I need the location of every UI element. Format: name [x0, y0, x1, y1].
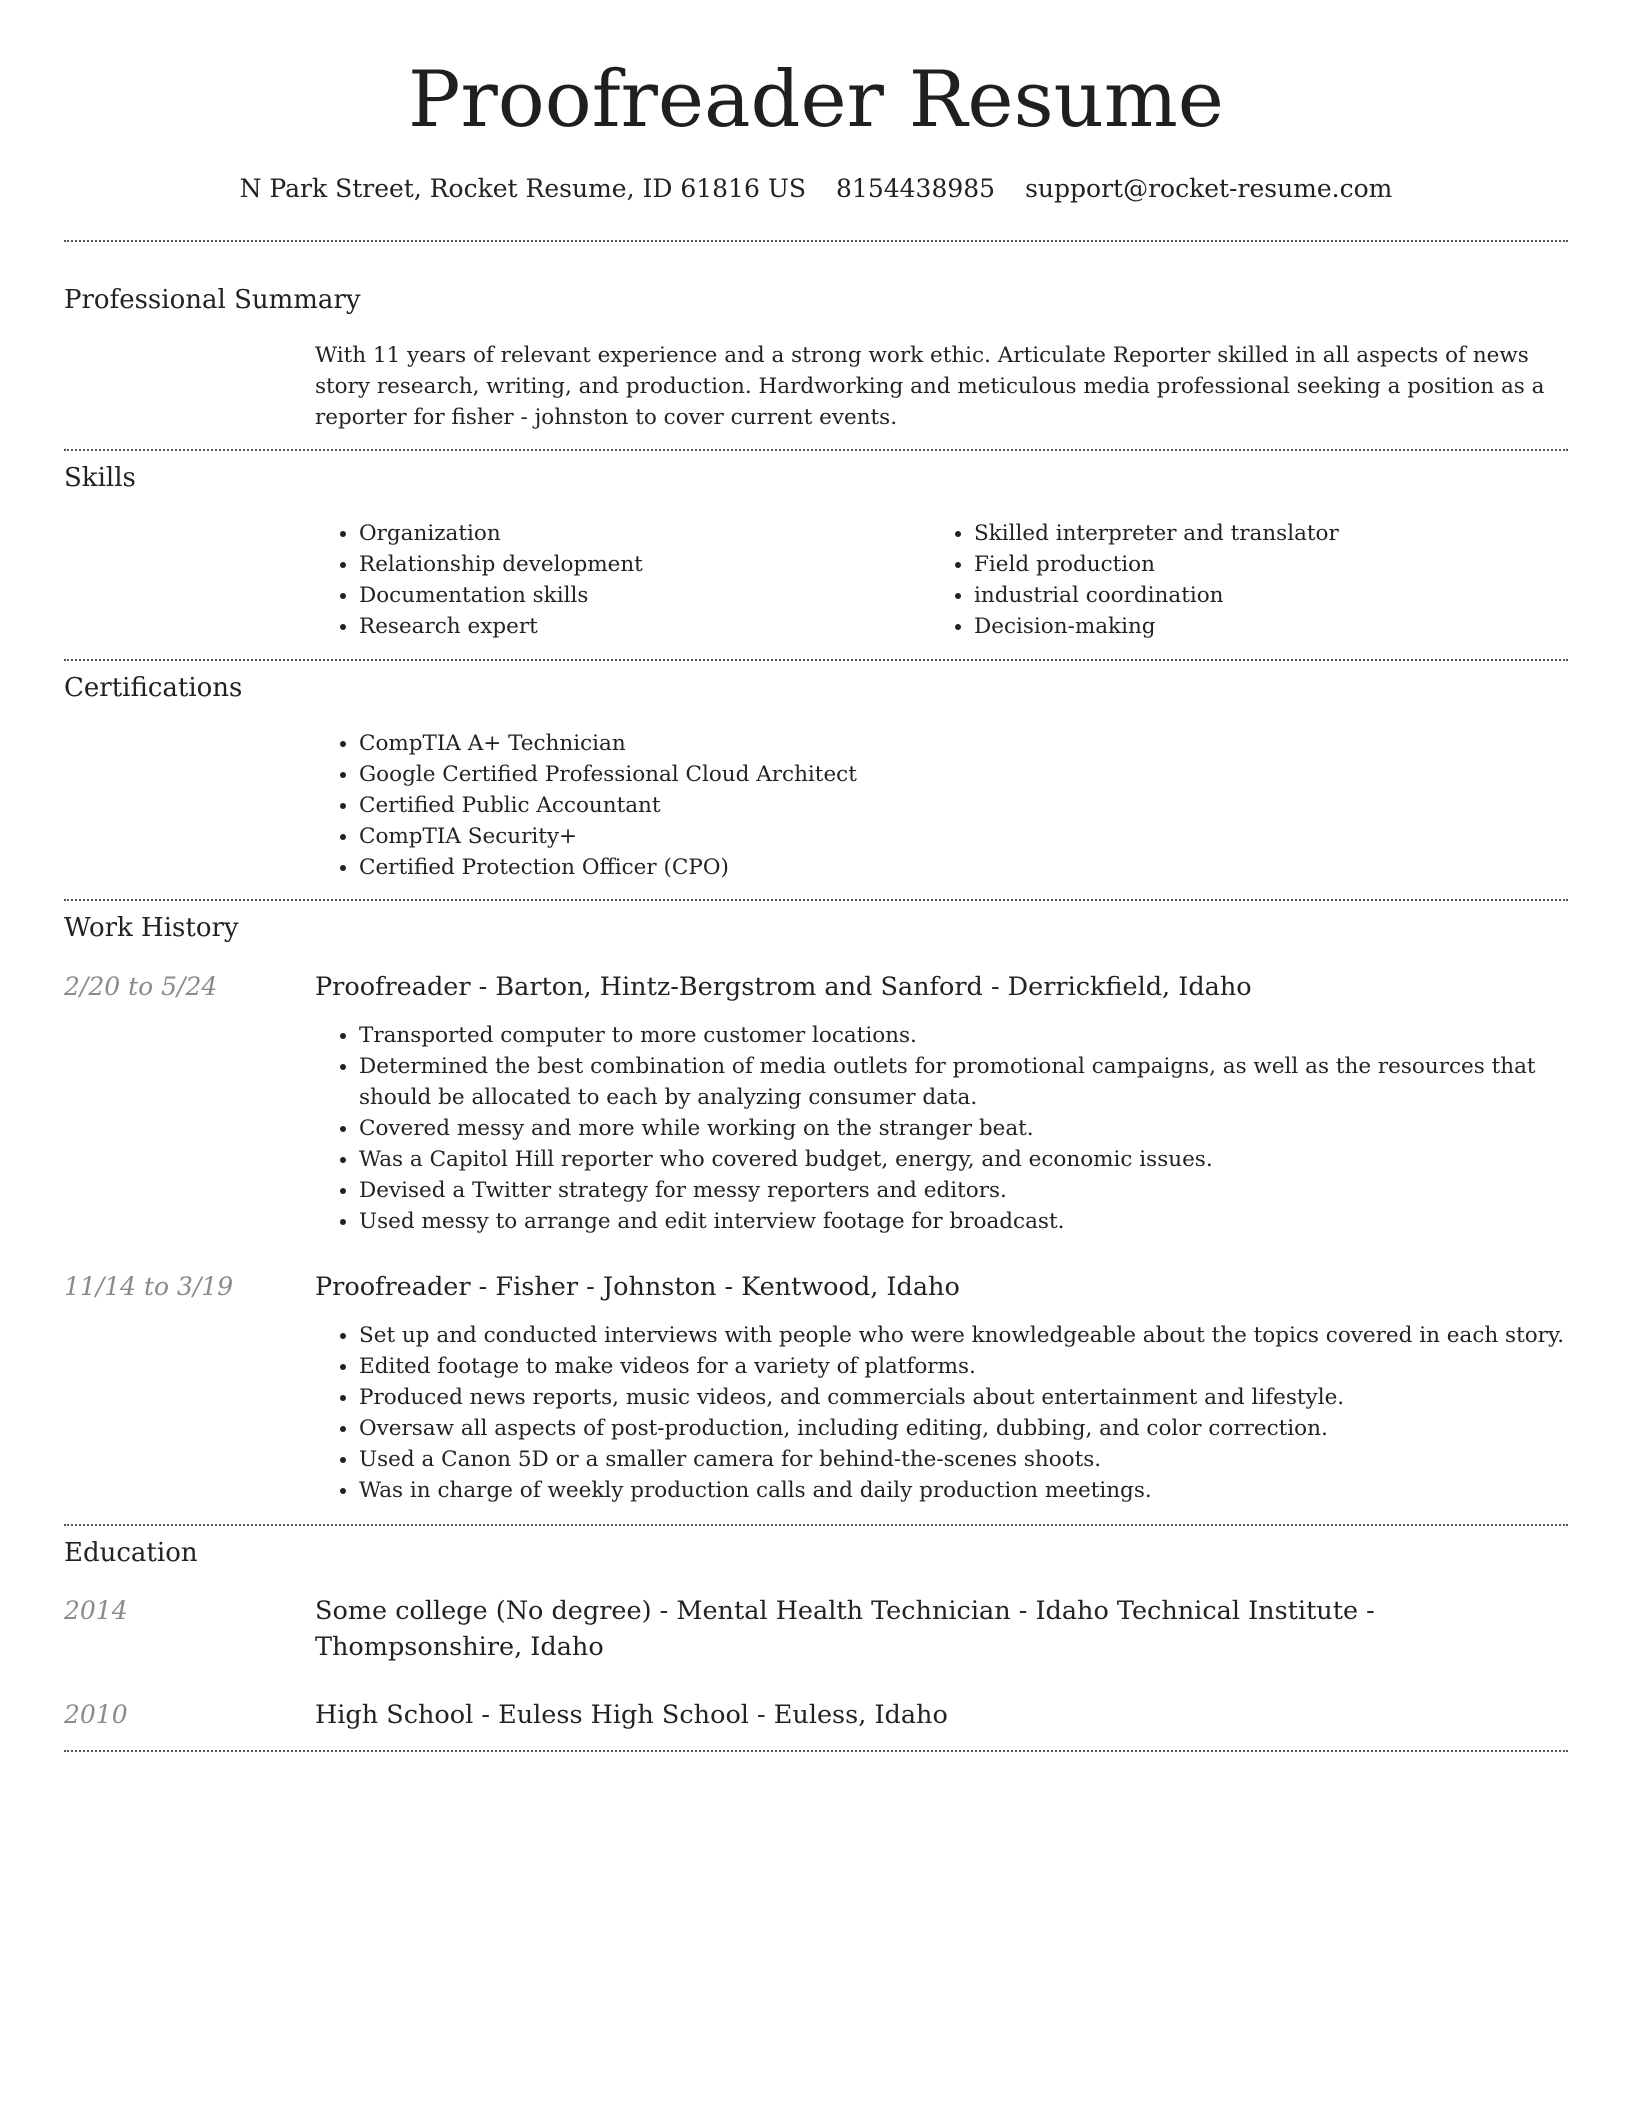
divider	[64, 899, 1568, 901]
certification-item: • CompTIA A+ Technician	[359, 728, 1559, 759]
skills-list-right	[930, 518, 1574, 642]
job-dates: 11/14 to 3/19	[64, 1272, 234, 1301]
certification-item: • Certified Public Accountant	[359, 790, 1559, 821]
skill-item: • industrial coordination	[974, 580, 1574, 611]
divider	[64, 449, 1568, 451]
summary-text: With 11 years of relevant experience and a strong work ethic. Articulate Reporter skilled in all aspects of news story research, writing, and production. Hardworking and meticulous media professional seeking a position as a reporter for fisher - johnston to cover current events.	[315, 343, 1545, 430]
skill-item: • Organization	[359, 518, 919, 549]
education-title: High School - Euless High School - Euless, Idaho	[315, 1700, 948, 1730]
work-history-heading: Work History	[64, 913, 239, 943]
education-year: 2010	[64, 1700, 128, 1729]
skill-item: • Relationship development	[359, 549, 919, 580]
job-bullet: • Was in charge of weekly production calls and daily production meetings.	[359, 1475, 1612, 1506]
divider	[64, 1524, 1568, 1526]
job-bullet: • Was a Capitol Hill reporter who covered budget, energy, and economic issues.	[359, 1144, 1612, 1175]
education-heading: Education	[64, 1538, 198, 1568]
summary-heading: Professional Summary	[64, 285, 361, 315]
job-bullet: • Used messy to arrange and edit interview footage for broadcast.	[359, 1206, 1612, 1237]
job-dates: 2/20 to 5/24	[64, 972, 218, 1001]
certification-item: • Google Certified Professional Cloud Architect	[359, 759, 1559, 790]
education-year: 2014	[64, 1596, 128, 1625]
job-bullet: • Devised a Twitter strategy for messy reporters and editors.	[359, 1175, 1612, 1206]
job-bullet: • Used a Canon 5D or a smaller camera for behind-the-scenes shoots.	[359, 1444, 1612, 1475]
resume-title: Proofreader Resume	[408, 55, 1224, 145]
job-bullet: • Transported computer to more customer locations.	[359, 1020, 1612, 1051]
job-bullet: • Produced news reports, music videos, and commercials about entertainment and lifestyle.	[359, 1382, 1612, 1413]
job-title: Proofreader - Barton, Hintz-Bergstrom and Sanford - Derrickfield, Idaho	[315, 972, 1252, 1002]
education-title: Some college (No degree) - Mental Health Technician - Idaho Technical Institute - Thompsonshire, Idaho	[315, 1596, 1375, 1662]
skill-item: • Field production	[974, 549, 1574, 580]
job-bullets	[315, 1320, 1612, 1506]
contact-address: N Park Street, Rocket Resume, ID 61816 US	[239, 174, 807, 203]
skill-item: • Research expert	[359, 611, 919, 642]
certification-item: • Certified Protection Officer (CPO)	[359, 852, 1559, 883]
contact-phone: 8154438985	[836, 174, 996, 203]
job-bullet: • Covered messy and more while working on the stranger beat.	[359, 1113, 1612, 1144]
certifications-list	[315, 728, 1559, 883]
skills-list-left	[315, 518, 919, 642]
divider	[64, 240, 1568, 242]
certification-item: • CompTIA Security+	[359, 821, 1559, 852]
job-bullet: • Edited footage to make videos for a variety of platforms.	[359, 1351, 1612, 1382]
divider	[64, 1750, 1568, 1752]
job-bullet: • Determined the best combination of media outlets for promotional campaigns, as well as the resources that should be allocated to each by analyzing consumer data.	[359, 1051, 1612, 1113]
skill-item: • Decision-making	[974, 611, 1574, 642]
contact-line	[0, 171, 1632, 207]
job-bullets	[315, 1020, 1612, 1237]
contact-email: support@rocket-resume.com	[1025, 174, 1393, 203]
certifications-heading: Certifications	[64, 673, 243, 703]
job-bullet: • Set up and conducted interviews with people who were knowledgeable about the topics covered in each story.	[359, 1320, 1612, 1351]
skill-item: • Skilled interpreter and translator	[974, 518, 1574, 549]
job-title: Proofreader - Fisher - Johnston - Kentwood, Idaho	[315, 1272, 960, 1302]
skills-heading: Skills	[64, 463, 136, 493]
job-bullet: • Oversaw all aspects of post-production, including editing, dubbing, and color correction.	[359, 1413, 1612, 1444]
skill-item: • Documentation skills	[359, 580, 919, 611]
divider	[64, 659, 1568, 661]
